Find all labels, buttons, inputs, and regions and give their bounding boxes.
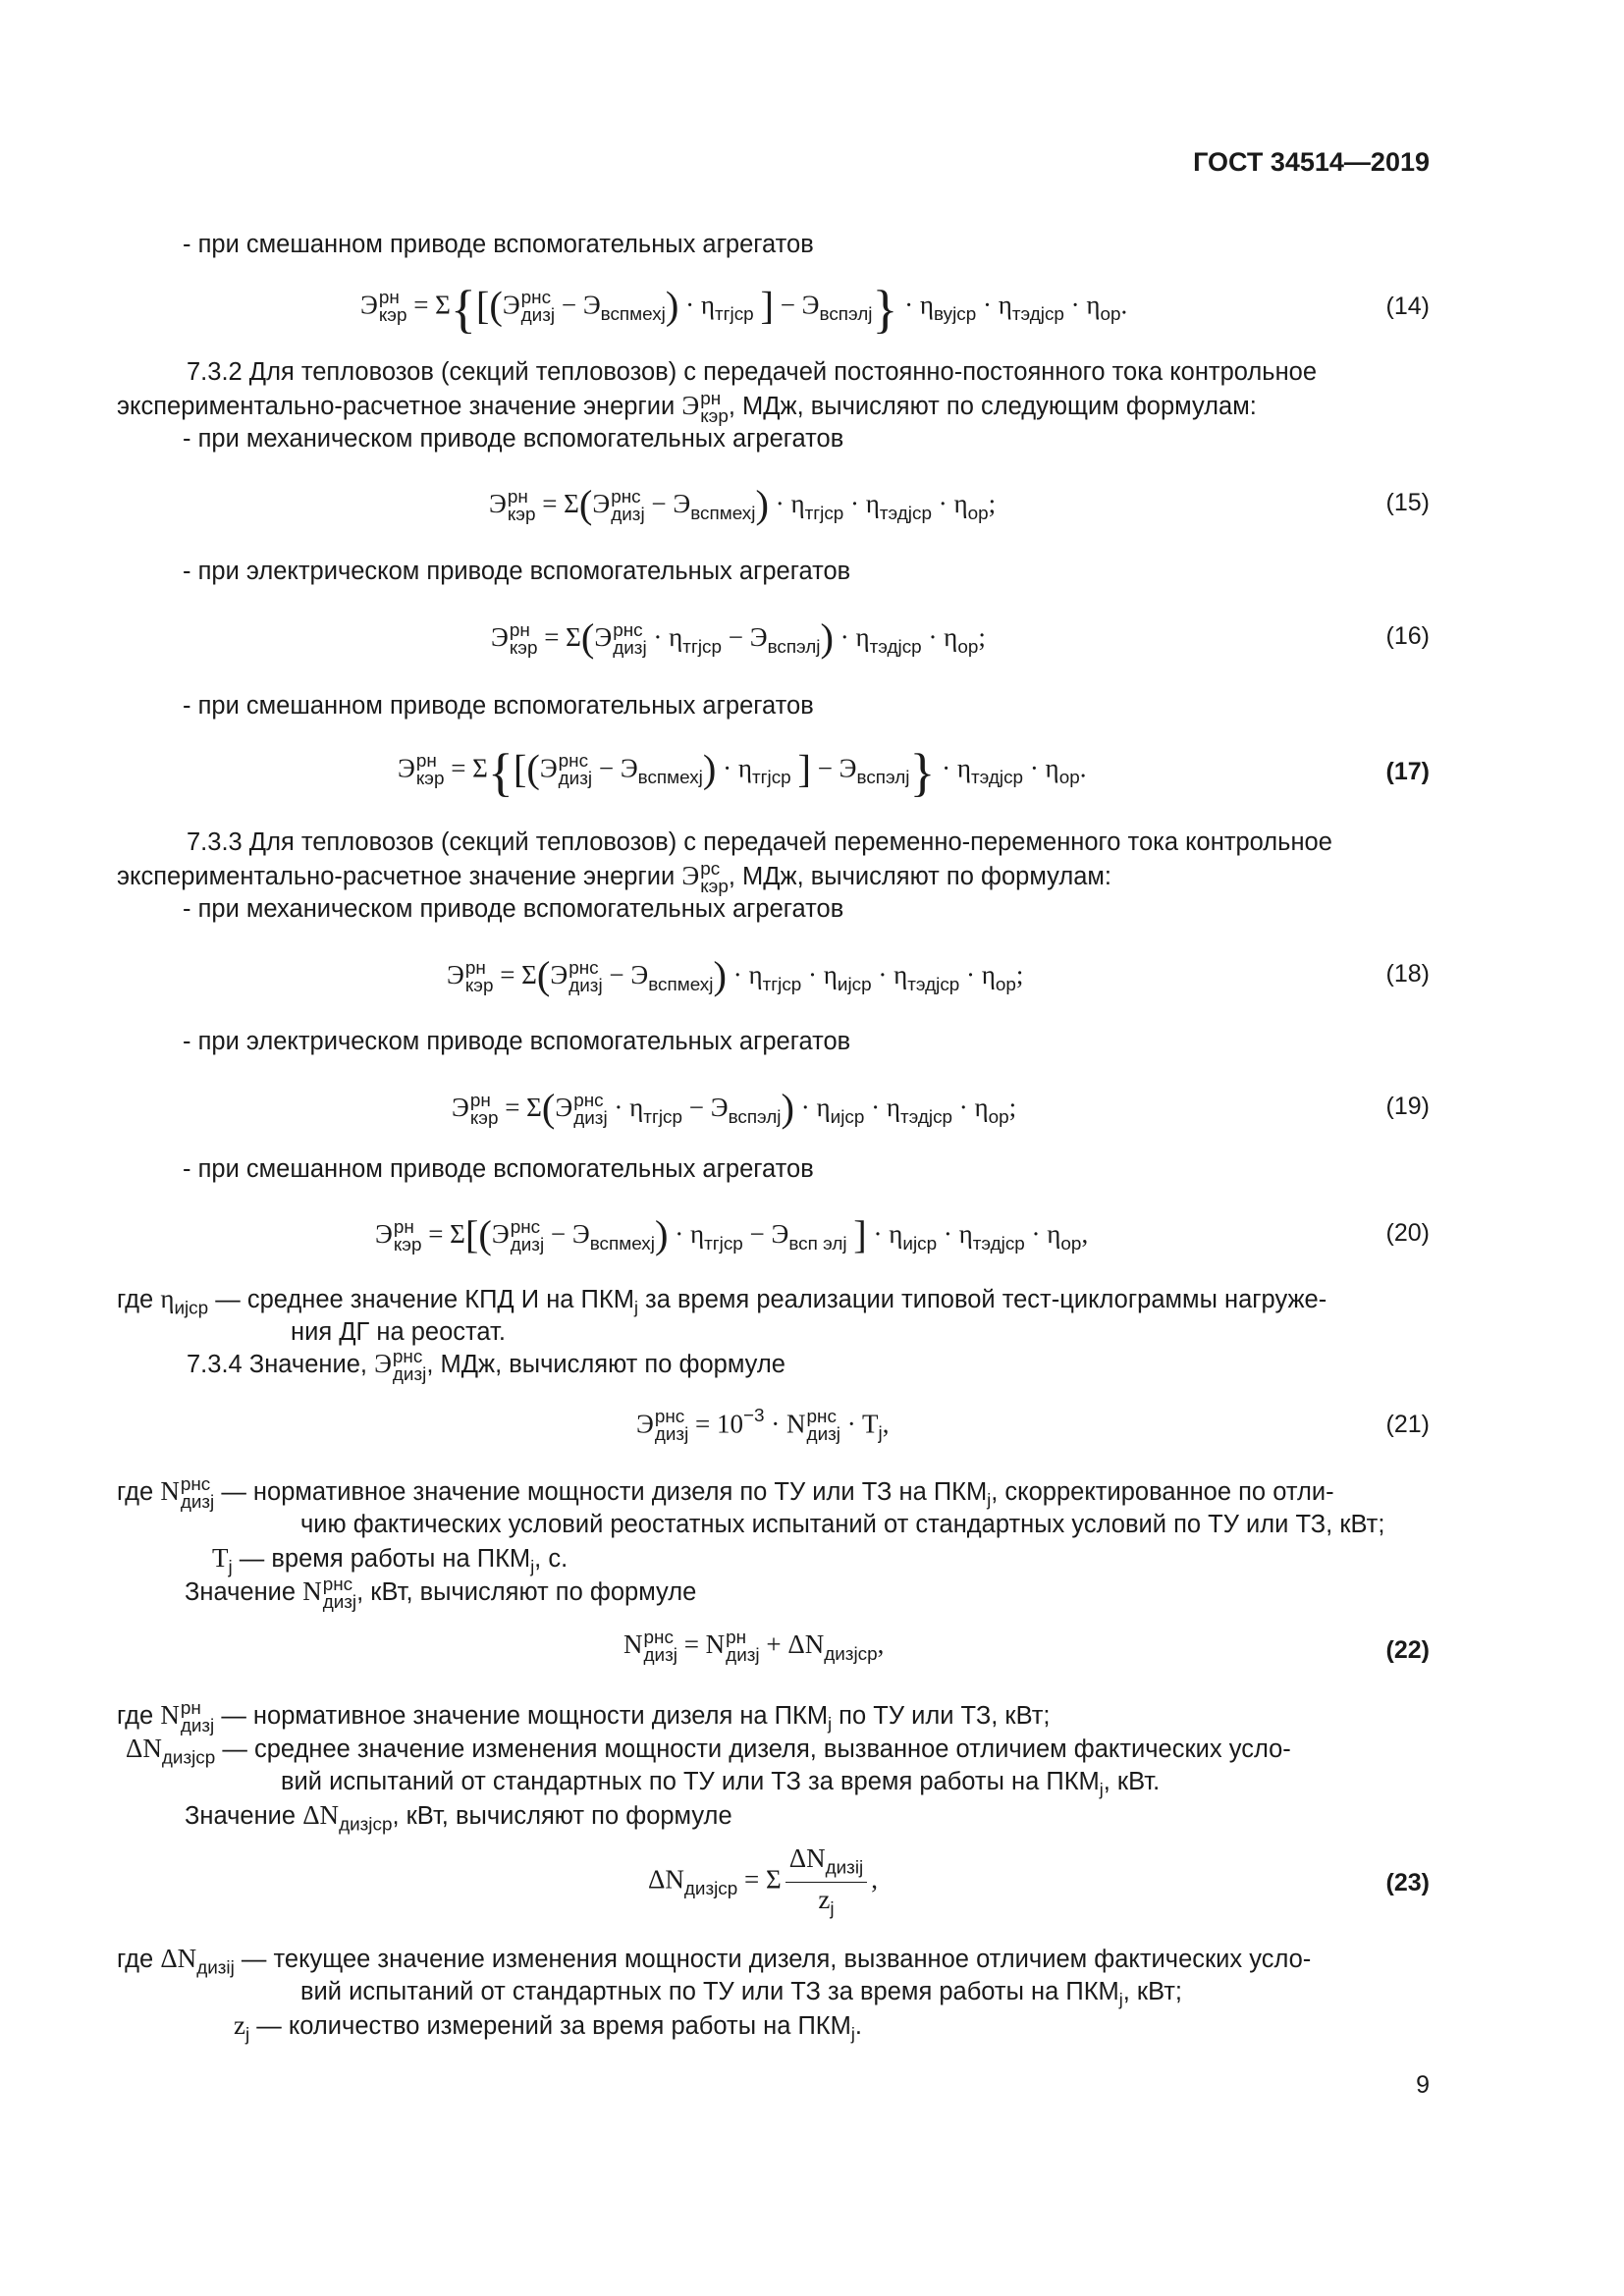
bullet-mixed-drive-1: - при смешанном приводе вспомогательных агрегатов bbox=[183, 231, 814, 258]
where-label: где bbox=[117, 1702, 154, 1730]
where-n-diz-rns: где N рнс дизj — нормативное значение мощности дизеля по ТУ или ТЗ на $ПКМ_j$, скорректированное по отли- bbox=[117, 1473, 1334, 1513]
formula-15: Э рн кэр = Σ(Э рнс дизj − $Э_{вспмехj}) \cdot \eta_{тгjср} \cdot \eta_{тэдjср} \cdot \eta_{ор}$; bbox=[489, 482, 997, 526]
document-header: ГОСТ 34514—2019 bbox=[1193, 147, 1430, 177]
symbol-delta-n-dizjcp: $\Delta N_{дизjср}$ bbox=[126, 1734, 216, 1769]
where-eta-continuation: ния ДГ на реостат. bbox=[291, 1318, 506, 1346]
value-dn-prefix: Значение bbox=[185, 1802, 297, 1830]
symbol-tj: $T_j$ bbox=[212, 1543, 233, 1578]
where-dnij-cont-text: вий испытаний от стандартных по ТУ или ТЗ за время работы на ПКМ bbox=[300, 1978, 1119, 2005]
where-dn-continuation: вий испытаний от стандартных по ТУ или ТЗ за время работы на $ПКМ_j$, кВт. bbox=[281, 1768, 1161, 1800]
formula-20: Э рн кэр = Σ[(Э рнс дизj − $Э_{вспмехj}) \cdot \eta_{тгjср} - Э_{всп элj}$ ] · $\eta_{иjср} \cdot \eta_{тэдjср} \cdot \eta_{ор}$, bbox=[375, 1212, 1089, 1256]
inline-symbol-e-ker-rn: Э рн кэр bbox=[681, 388, 729, 427]
where-zj-post: . bbox=[854, 2012, 862, 2040]
where-dn-text: — среднее значение изменения мощности дизеля, вызванное отличием фактических усло- bbox=[222, 1735, 1291, 1763]
paragraph-7-3-3-suffix: , МДж, вычисляют по формулам: bbox=[728, 863, 1112, 890]
paragraph-7-3-2-prefix: экспериментально-расчетное значение энергии bbox=[117, 393, 676, 420]
where-tj-text-post: , с. bbox=[534, 1545, 568, 1573]
paragraph-7-3-3-line2 bbox=[117, 859, 1111, 896]
where-n-text-post: , скорректированное по отли- bbox=[991, 1478, 1334, 1506]
equation-number-18: (18) bbox=[1385, 960, 1430, 988]
equation-number-20: (20) bbox=[1385, 1219, 1430, 1247]
symbol-eta-ijcp: $\eta_{иjср}$ bbox=[160, 1284, 209, 1319]
where-zj: $z_j$ — количество измерений за время работы на $ПКМ_j$. bbox=[234, 2010, 862, 2046]
where-dn-cont-text: вий испытаний от стандартных по ТУ или ТЗ за время работы на ПКМ bbox=[281, 1768, 1100, 1795]
where-label: где bbox=[117, 1478, 154, 1506]
where-n-text: — нормативное значение мощности дизеля по ТУ или ТЗ на ПКМ bbox=[221, 1478, 988, 1506]
equation-number-14: (14) bbox=[1385, 293, 1430, 320]
where-n-rn-text-post: по ТУ или ТЗ, кВт; bbox=[832, 1702, 1051, 1730]
symbol-n-diz-rn: N рн дизj bbox=[160, 1697, 215, 1736]
bullet-mech-drive-1: - при механическом приводе вспомогательных агрегатов bbox=[183, 425, 844, 453]
bullet-electric-drive-2: - при электрическом приводе вспомогательных агрегатов bbox=[183, 1028, 851, 1055]
equation-number-17: (17) bbox=[1385, 758, 1430, 785]
inline-symbol-delta-n-dizjcp: $\Delta N_{дизjср}$ bbox=[302, 1800, 393, 1836]
value-dn-formula-intro bbox=[185, 1798, 732, 1842]
where-eta-ijcp: где $\eta_{иjср}$ — среднее значение КПД И на $ПКМ_j$ за время реализации типовой тест-циклограммы нагруже- bbox=[117, 1284, 1327, 1319]
paragraph-7-3-4-prefix: 7.3.4 Значение, bbox=[187, 1351, 367, 1378]
paragraph-7-3-2-line1: 7.3.2 Для тепловозов (секций тепловозов) с передачей постоянно-постоянного тока контрольное bbox=[187, 358, 1318, 386]
symbol-delta-n-dizij: $\Delta N_{дизij}$ bbox=[160, 1944, 235, 1979]
paragraph-7-3-3-line1: 7.3.3 Для тепловозов (секций тепловозов) с передачей переменно-переменного тока контрольное bbox=[187, 828, 1332, 856]
value-dn-suffix: , кВт, вычисляют по формуле bbox=[392, 1802, 732, 1830]
inline-symbol-e-ker-rs: Э рс кэр bbox=[681, 858, 729, 897]
equation-number-23: (23) bbox=[1385, 1869, 1430, 1896]
paragraph-7-3-4 bbox=[187, 1347, 785, 1384]
symbol-zj: $z_j$ bbox=[234, 2010, 250, 2046]
formula-21: Э рнс дизj = $10^{-3} \cdot N$ рнс дизj · $T_j$, bbox=[636, 1406, 890, 1446]
bullet-electric-drive-1: - при электрическом приводе вспомогательных агрегатов bbox=[183, 558, 851, 585]
formula-18: Э рн кэр = Σ(Э рнс дизj − $Э_{вспмехj}) \cdot \eta_{тгjср} \cdot \eta_{иjср} \cdot \eta_{тэдjср} \cdot \eta_{ор}$; bbox=[447, 953, 1024, 997]
where-zj-text: — количество измерений за время работы на ПКМ bbox=[256, 2012, 851, 2040]
equation-number-21: (21) bbox=[1385, 1411, 1430, 1438]
formula-19: Э рн кэр = Σ(Э рнс дизj · $\eta_{тгjср} - Э_{вспэлj}) \cdot \eta_{иjср} \cdot \eta_{тэдjср} \cdot \eta_{ор}$; bbox=[452, 1086, 1017, 1130]
inline-symbol-e-diz-rns: Э рнс дизj bbox=[374, 1346, 427, 1385]
where-eta-text: — среднее значение КПД И на ПКМ bbox=[215, 1286, 634, 1313]
paragraph-7-3-2-line2 bbox=[117, 389, 1257, 426]
value-n-suffix: , кВт, вычисляют по формуле bbox=[356, 1578, 697, 1606]
paragraph-7-3-2-suffix: , МДж, вычисляют по следующим формулам: bbox=[728, 393, 1257, 420]
equation-number-19: (19) bbox=[1385, 1093, 1430, 1120]
formula-16: Э рн кэр = Σ(Э рнс дизj · $\eta_{тгjср} - Э_{вспэлj}) \cdot \eta_{тэдjср} \cdot \eta_{ор}$; bbox=[491, 615, 986, 660]
where-label: где bbox=[117, 1946, 154, 1973]
paragraph-7-3-3-prefix: экспериментально-расчетное значение энергии bbox=[117, 863, 676, 890]
inline-symbol-n-diz-rns: N рнс дизj bbox=[302, 1574, 357, 1613]
where-tj-text: — время работы на ПКМ bbox=[239, 1545, 531, 1573]
where-dn-cont-post: , кВт. bbox=[1103, 1768, 1161, 1795]
formula-14: Э рн кэр = Σ{[(Э рнс дизj − $Э_{вспмехj}) \cdot \eta_{тгjср}$ ] − $Э_{вспэлj}\} \cdot \eta_{вуjср} \cdot \eta_{тэдjср} \cdot \eta_{ор}$. bbox=[360, 280, 1128, 339]
formula-22: N рнс дизj = N рн дизj + $\Delta N_{дизjср}$, bbox=[623, 1628, 885, 1666]
where-dnij-continuation: вий испытаний от стандартных по ТУ или ТЗ за время работы на $ПКМ_j$, кВт; bbox=[300, 1978, 1183, 2010]
formula-23: $\Delta N_{дизjср} = \Sigma$ $\frac{\Delta N_{дизij}}{z_j}$ , bbox=[648, 1843, 878, 1920]
formula-17: Э рн кэр = Σ{[(Э рнс дизj − $Э_{вспмехj}) \cdot \eta_{тгjср}$ ] − $Э_{вспэлj}\} \cdot \eta_{тэдjср} \cdot \eta_{ор}$. bbox=[398, 743, 1087, 802]
page-number: 9 bbox=[1416, 2071, 1430, 2099]
equation-number-15: (15) bbox=[1385, 489, 1430, 516]
equation-number-16: (16) bbox=[1385, 622, 1430, 650]
value-n-prefix: Значение bbox=[185, 1578, 297, 1606]
bullet-mixed-drive-3: - при смешанном приводе вспомогательных агрегатов bbox=[183, 1155, 814, 1183]
value-n-formula-intro bbox=[185, 1575, 696, 1612]
bullet-mixed-drive-2: - при смешанном приводе вспомогательных агрегатов bbox=[183, 692, 814, 720]
where-n-continuation: чию фактических условий реостатных испытаний от стандартных условий по ТУ или ТЗ, кВт; bbox=[300, 1511, 1385, 1538]
where-tj: $T_j$ — время работы на $ПКМ_j$, с. bbox=[212, 1543, 568, 1578]
symbol-n-diz-rns: N рнс дизj bbox=[160, 1473, 215, 1513]
where-label: где bbox=[117, 1286, 154, 1313]
equation-number-22: (22) bbox=[1385, 1636, 1430, 1664]
paragraph-7-3-4-suffix: , МДж, вычисляют по формуле bbox=[426, 1351, 785, 1378]
bullet-mech-drive-2: - при механическом приводе вспомогательных агрегатов bbox=[183, 895, 844, 923]
where-n-rn-text: — нормативное значение мощности дизеля на ПКМ bbox=[221, 1702, 829, 1730]
where-dnij-text: — текущее значение изменения мощности дизеля, вызванное отличием фактических усло- bbox=[241, 1946, 1312, 1973]
where-dnij-cont-post: , кВт; bbox=[1122, 1978, 1183, 2005]
where-eta-text-post: за время реализации типовой тест-циклограммы нагруже- bbox=[637, 1286, 1327, 1313]
where-n-diz-rn: где N рн дизj — нормативное значение мощности дизеля на $ПКМ_j$ по ТУ или ТЗ, кВт; bbox=[117, 1697, 1051, 1736]
